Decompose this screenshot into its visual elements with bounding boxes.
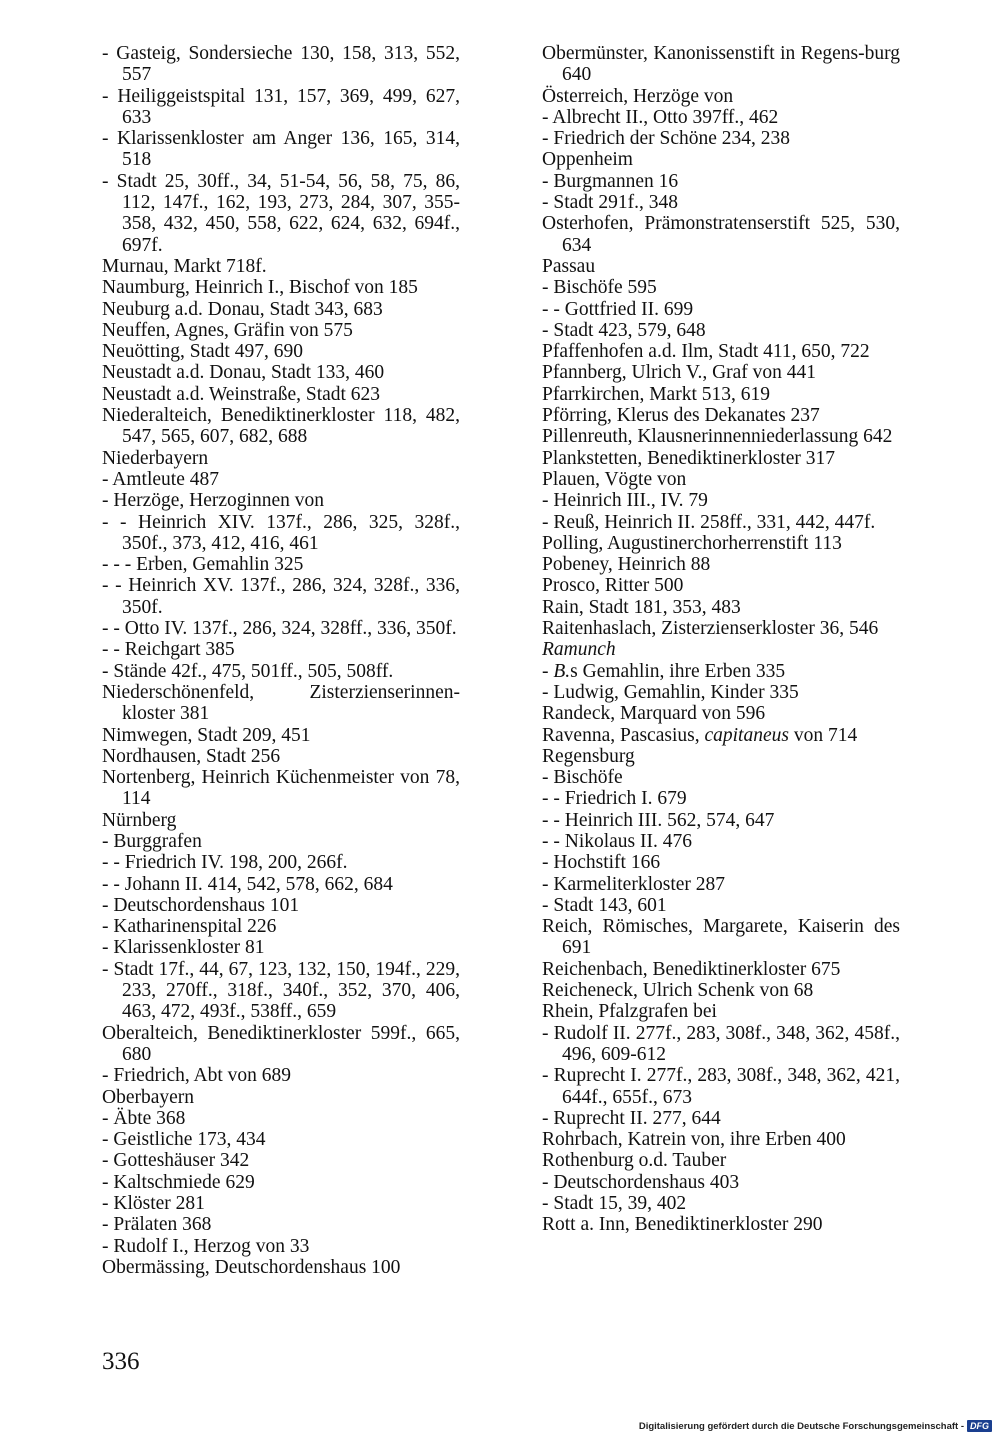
index-entry: - Friedrich der Schöne 234, 238 (542, 128, 791, 150)
index-entry: Oberalteich, Benediktinerkloster 599f., 665, 680 (102, 1022, 460, 1065)
index-entry: - Klarissenkloster 81 (102, 937, 265, 959)
index-entry: - - Heinrich III. 562, 574, 647 (542, 809, 775, 831)
index-entry: Nimwegen, Stadt 209, 451 (102, 724, 311, 746)
index-entry: Plauen, Vögte von (542, 468, 687, 490)
index-entry: - - Reichgart 385 (102, 639, 235, 661)
index-entry: Randeck, Marquard von 596 (542, 703, 766, 725)
index-entry: - Heinrich III., IV. 79 (542, 490, 708, 512)
index-entry: Reicheneck, Ulrich Schenk von 68 (542, 980, 814, 1002)
index-entry: - Ruprecht I. 277f., 283, 308f., 348, 362, 421, 644f., 655f., 673 (542, 1065, 900, 1108)
index-entry: - Kaltschmiede 629 (102, 1171, 255, 1193)
index-entry: Obermünster, Kanonissenstift in Regens-burg 640 (542, 43, 900, 86)
index-entry: Pfarrkirchen, Markt 513, 619 (542, 383, 770, 405)
index-entry: Rohrbach, Katrein von, ihre Erben 400 (542, 1129, 846, 1151)
index-entry: - Gotteshäuser 342 (102, 1150, 250, 1172)
index-entry: - Deutschordenshaus 101 (102, 894, 300, 916)
index-entry: - Deutschordenshaus 403 (542, 1171, 740, 1193)
index-entry: - Äbte 368 (102, 1107, 186, 1129)
index-entry: - Heiliggeistspital 131, 157, 369, 499, 627, 633 (102, 85, 460, 128)
index-entry: Reich, Römisches, Margarete, Kaiserin des 691 (542, 916, 900, 959)
index-entry: Plankstetten, Benediktinerkloster 317 (542, 447, 835, 469)
index-entry: Neuburg a.d. Donau, Stadt 343, 683 (102, 298, 383, 320)
index-entry: - - Heinrich XIV. 137f., 286, 325, 328f., 350f., 373, 412, 416, 461 (102, 511, 460, 554)
index-entry: - - Heinrich XV. 137f., 286, 324, 328f., 336, 350f. (102, 575, 460, 618)
index-entry: - Rudolf II. 277f., 283, 308f., 348, 362, 458f., 496, 609-612 (542, 1022, 900, 1065)
index-entry: - Stadt 423, 579, 648 (542, 319, 706, 341)
index-entry: Pillenreuth, Klausnerinnenniederlassung 642 (542, 426, 893, 448)
index-entry: Nortenberg, Heinrich Küchenmeister von 78, 114 (102, 767, 460, 810)
index-entry: Oppenheim (542, 149, 633, 171)
index-entry: Rain, Stadt 181, 353, 483 (542, 596, 741, 618)
index-entry: - Stadt 25, 30ff., 34, 51-54, 56, 58, 75, 86, 112, 147f., 162, 193, 273, 284, 307, 355-358, 432, 450, 558, 622, 624, 632, 694f., 697f. (102, 170, 460, 256)
index-entry: - Ludwig, Gemahlin, Kinder 335 (542, 681, 799, 703)
index-entry: - Reuß, Heinrich II. 258ff., 331, 442, 447f. (542, 511, 876, 533)
index-entry: - - Otto IV. 137f., 286, 324, 328ff., 336, 350f. (102, 618, 457, 640)
index-entry: - - Johann II. 414, 542, 578, 662, 684 (102, 873, 393, 895)
footer-text: Digitalisierung gefördert durch die Deutsche Forschungsgemeinschaft - (638, 1420, 964, 1432)
index-entry: Österreich, Herzöge von (542, 85, 734, 107)
index-entry: - Katharinenspital 226 (102, 916, 277, 938)
index-entry: Ramunch (542, 639, 616, 661)
index-entry: Nordhausen, Stadt 256 (102, 745, 281, 767)
index-entry: Oberbayern (102, 1086, 195, 1108)
index-entry: Naumburg, Heinrich I., Bischof von 185 (102, 277, 418, 299)
index-entry: Neustadt a.d. Donau, Stadt 133, 460 (102, 362, 385, 384)
index-entry: Neuffen, Agnes, Gräfin von 575 (102, 319, 353, 341)
index-entry: - Amtleute 487 (102, 468, 219, 490)
index-entry: - Karmeliterkloster 287 (542, 873, 726, 895)
index-entry: Niederbayern (102, 447, 209, 469)
index-entry: Rhein, Pfalzgrafen bei (542, 1001, 717, 1023)
index-entry: - Hochstift 166 (542, 852, 661, 874)
index-entry: Regensburg (542, 745, 635, 767)
index-entry: - Klarissenkloster am Anger 136, 165, 314, 518 (102, 128, 460, 171)
index-entry: - Gasteig, Sondersieche 130, 158, 313, 552, 557 (102, 43, 460, 86)
index-entry: - - Friedrich I. 679 (542, 788, 687, 810)
index-entry: - Burggrafen (102, 830, 202, 852)
index-entry: - Friedrich, Abt von 689 (102, 1065, 292, 1087)
footer-credit (639, 1420, 992, 1432)
index-entry: - - Gottfried II. 699 (542, 298, 694, 320)
index-entry: - Geistliche 173, 434 (102, 1129, 266, 1151)
index-entry: Ravenna, Pascasius, capitaneus von 714 (542, 724, 858, 746)
index-entry: - Rudolf I., Herzog von 33 (102, 1235, 310, 1257)
index-column-left (102, 43, 460, 1278)
index-entry: - - - Erben, Gemahlin 325 (102, 554, 304, 576)
index-entry: - Albrecht II., Otto 397ff., 462 (542, 106, 779, 128)
index-entry: Murnau, Markt 718f. (102, 255, 267, 277)
index-entry: Polling, Augustinerchorherrenstift 113 (542, 532, 842, 554)
index-entry: Pförring, Klerus des Dekanates 237 (542, 405, 820, 427)
index-entry: - - Friedrich IV. 198, 200, 266f. (102, 852, 348, 874)
index-column-right (542, 43, 900, 1236)
index-entry: - - Nikolaus II. 476 (542, 830, 693, 852)
index-entry: Osterhofen, Prämonstratenserstift 525, 530, 634 (542, 213, 900, 256)
index-entry: Rothenburg o.d. Tauber (542, 1150, 727, 1172)
index-entry: - Stadt 143, 601 (542, 894, 667, 916)
index-entry: Niederalteich, Benediktinerkloster 118, 482, 547, 565, 607, 682, 688 (102, 405, 460, 448)
index-entry: Niederschönenfeld, Zisterzienserinnen-kloster 381 (102, 681, 460, 725)
index-entry: Rott a. Inn, Benediktinerkloster 290 (542, 1214, 823, 1236)
index-entry: Pobeney, Heinrich 88 (542, 554, 711, 576)
index-entry: Pfaffenhofen a.d. Ilm, Stadt 411, 650, 722 (542, 341, 870, 363)
index-entry: Nürnberg (102, 809, 177, 831)
index-entry: Passau (542, 255, 596, 277)
dfg-logo: DFG (967, 1420, 992, 1432)
index-entry: - Burgmannen 16 (542, 170, 679, 192)
index-entry: Neuötting, Stadt 497, 690 (102, 341, 303, 363)
index-entry: - Stadt 17f., 44, 67, 123, 132, 150, 194f., 229, 233, 270ff., 318f., 340f., 352, 370, 406, 463, 472, 493f., 538ff., 659 (102, 958, 460, 1023)
page-number: 336 (102, 1348, 140, 1375)
index-entry: Neustadt a.d. Weinstraße, Stadt 623 (102, 383, 381, 405)
index-entry: - Bischöfe (542, 767, 623, 789)
index-entry: - Klöster 281 (102, 1193, 205, 1215)
index-entry: - Stadt 15, 39, 402 (542, 1193, 687, 1215)
index-entry: Pfannberg, Ulrich V., Graf von 441 (542, 362, 817, 384)
index-entry: - Stadt 291f., 348 (542, 192, 678, 214)
index-entry: - B.s Gemahlin, ihre Erben 335 (542, 660, 786, 682)
index-entry: Prosco, Ritter 500 (542, 575, 684, 597)
index-entry: - Bischöfe 595 (542, 277, 657, 299)
index-entry: - Ruprecht II. 277, 644 (542, 1107, 721, 1129)
index-entry: - Herzöge, Herzoginnen von (102, 490, 324, 512)
index-entry: Reichenbach, Benediktinerkloster 675 (542, 958, 841, 980)
index-entry: Obermässing, Deutschordenshaus 100 (102, 1256, 401, 1278)
index-entry: - Stände 42f., 475, 501ff., 505, 508ff. (102, 660, 394, 682)
index-entry: Raitenhaslach, Zisterzienserkloster 36, 546 (542, 618, 879, 640)
index-entry: - Prälaten 368 (102, 1214, 212, 1236)
